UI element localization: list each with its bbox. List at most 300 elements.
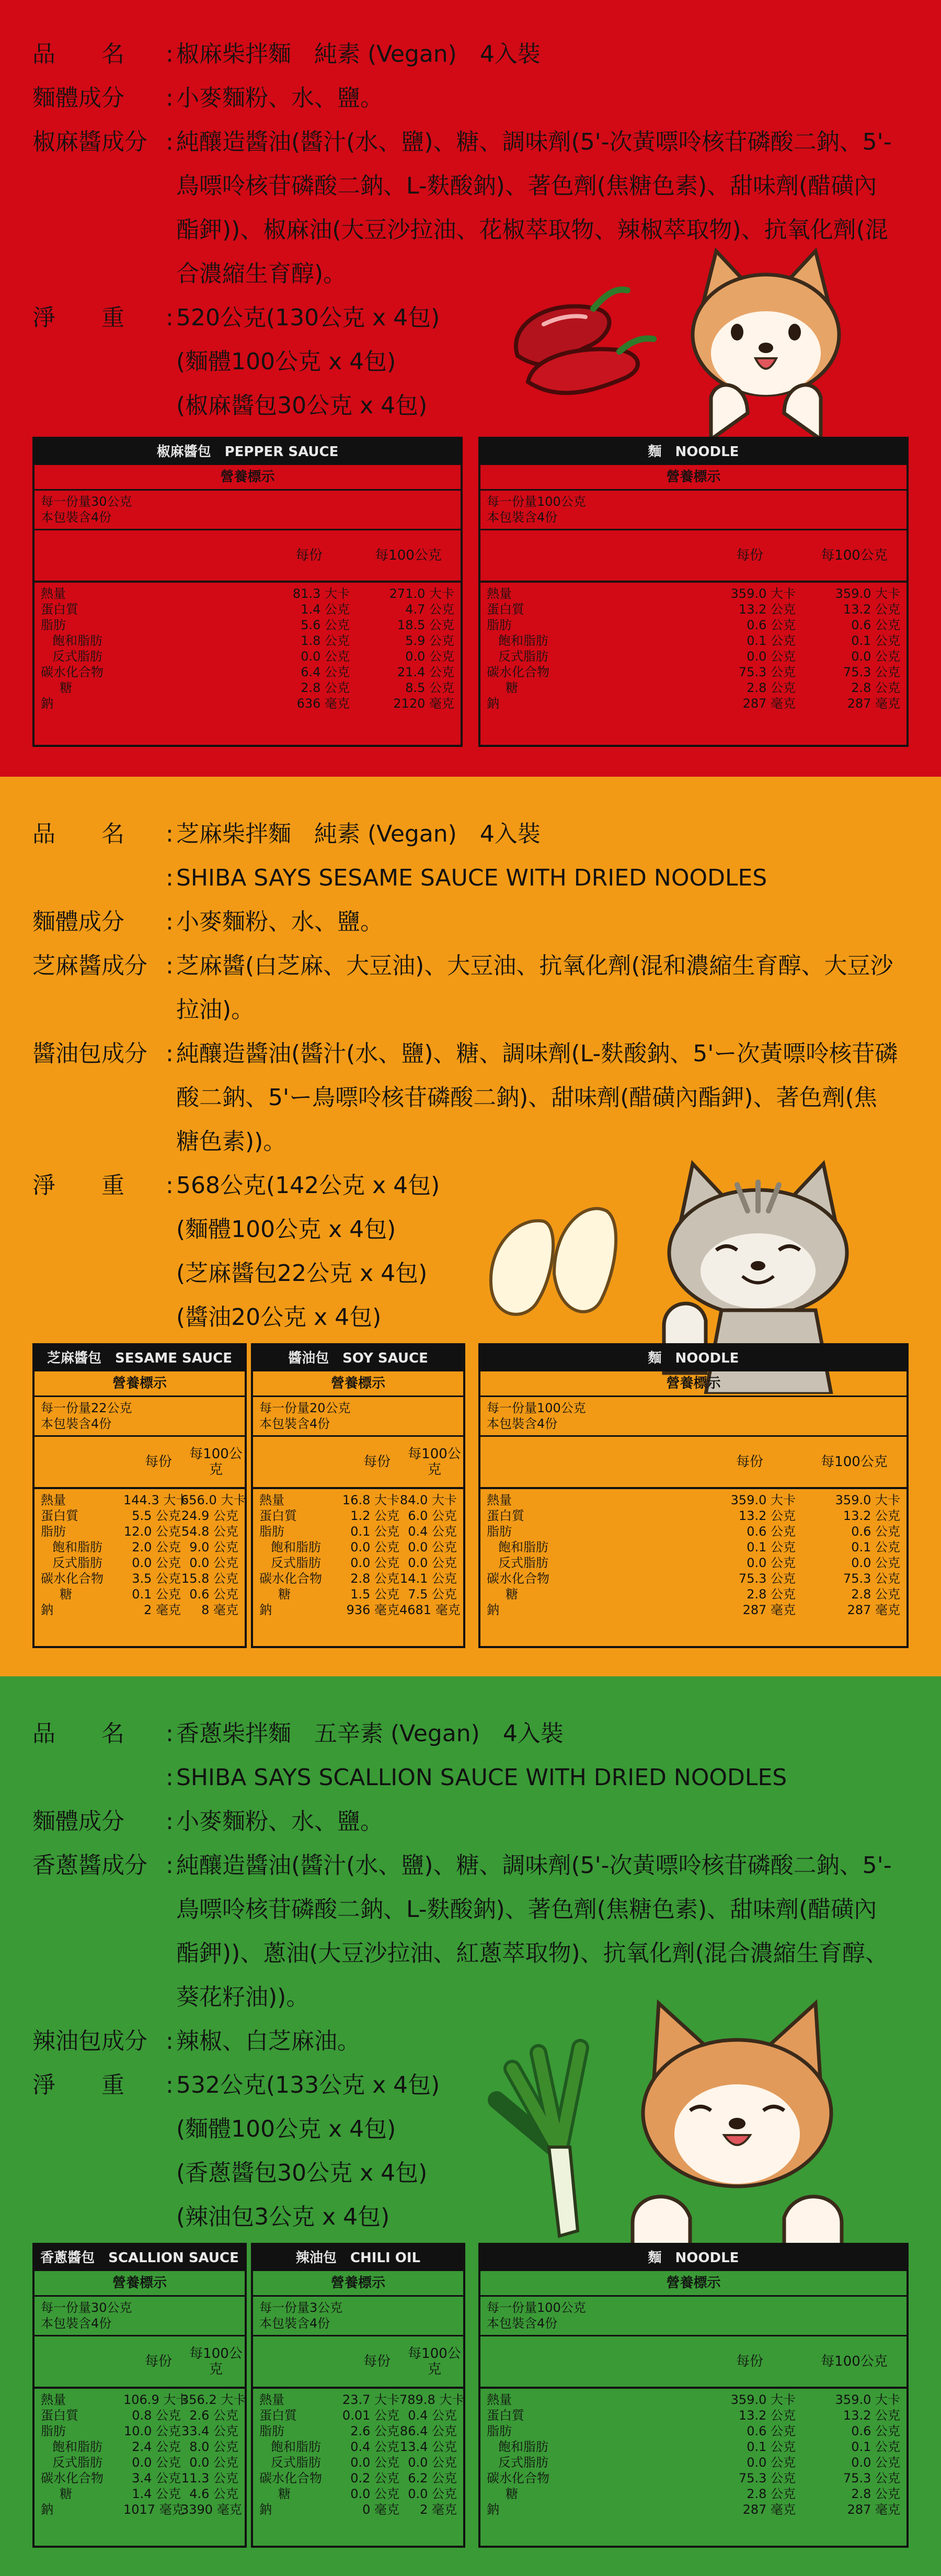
nutrient-per-100g: 356.2 大卡 [181,2392,246,2407]
nutrient-name: 脂肪 [487,2424,512,2438]
soy-sauce-ingredients: 酸二鈉、5'ー鳥嘌呤核苷磷酸二鈉)、甜味劑(醋磺內酯鉀)、著色劑(焦 [176,1084,877,1111]
nutrient-name: 碳水化合物 [41,665,104,679]
sauce-ingredients-line: 純釀造醬油(醬汁(水、鹽)、糖、調味劑(5'-次黃嘌呤核苷磷酸二鈉、5'- [176,129,892,155]
nutrient-name: 碳水化合物 [487,1571,549,1586]
serving-info [35,1397,245,1437]
nutrient-per-100g: 359.0 大卡 [835,2392,900,2407]
nutrient-per-serving: 2.8 公克 [747,1587,796,1602]
nutrition-table-chili-oil [251,2243,465,2548]
nutrient-per-serving: 0.6 公克 [747,1524,796,1539]
nutrient-name: 糖 [506,680,518,695]
serving-info [480,2297,906,2336]
col-per-100g: 每100公克 [821,1454,888,1470]
col-per-serving: 每份 [363,2354,391,2369]
nutrient-row [41,664,454,680]
table-subtitle: 營養標示 [253,1371,463,1397]
nutrient-per-serving: 287 毫克 [742,2502,796,2517]
label-product-name: 品 名 [32,1720,124,1747]
col-per-100g: 每100公克 [821,2354,888,2369]
table-title: 麵 NOODLE [480,1345,906,1371]
table-subtitle: 營養標示 [35,465,461,491]
nutrient-name: 熱量 [259,1493,284,1507]
nutrition-table-pepper-sauce [32,437,463,747]
nutrient-name: 鈉 [487,1603,499,1617]
table-title: 麵 NOODLE [480,2245,906,2271]
nutrient-row [41,1508,238,1524]
table-title: 香蔥醬包 SCALLION SAUCE [35,2245,245,2271]
nutrient-per-100g: 14.1 公克 [399,1571,457,1586]
sesame-sauce-ingredients: 拉油)。 [176,996,255,1023]
col-per-100g: 每100公克 [189,2346,243,2377]
nutrient-per-serving: 2.8 公克 [747,2487,796,2501]
nutrient-row [41,602,454,617]
nutrient-per-100g: 3390 毫克 [181,2502,242,2517]
nutrient-name: 糖 [506,2487,518,2501]
nutrient-per-100g: 24.9 公克 [181,1508,238,1523]
sauce-ingredients-line: 合濃縮生育醇)。 [176,260,347,287]
nutrient-per-serving: 3.4 公克 [132,2471,181,2486]
serving-info [253,1397,463,1437]
nutrient-name: 鈉 [41,696,53,711]
column-headers [480,1437,906,1489]
label-scallion-sauce-ingredients: 香蔥醬成分 [32,1852,147,1879]
nutrient-per-serving: 2.4 公克 [132,2439,181,2454]
nutrient-name: 蛋白質 [41,1508,78,1523]
serving-size: 每一份量100公克 [487,1401,586,1415]
nutrient-row [41,2423,238,2439]
chili-oil-ingredients: 辣椒、白芝麻油。 [176,2028,360,2055]
net-weight-detail: (醬油20公克 x 4包) [176,1304,382,1331]
nutrient-per-100g: 0.0 公克 [189,1556,238,1570]
nutrient-per-serving: 0.6 公克 [747,618,796,632]
nutrient-row [487,1602,900,1618]
nutrient-per-100g: 2.8 公克 [851,2487,900,2501]
nutrient-name: 脂肪 [41,1524,66,1539]
nutrient-per-serving: 81.3 大卡 [292,586,350,601]
nutrient-per-100g: 0.1 公克 [851,1540,900,1554]
nutrient-name: 糖 [60,1587,72,1602]
nutrient-per-100g: 0.6 公克 [851,1524,900,1539]
label-net-weight: 淨 重 [32,2072,124,2098]
serving-info [480,1397,906,1437]
nutrient-name: 飽和脂肪 [498,1540,548,1554]
serving-size: 每一份量20公克 [259,1401,351,1415]
serving-size: 每一份量22公克 [41,1401,132,1415]
table-title: 麵 NOODLE [480,439,906,465]
servings-per-package: 本包裝含4份 [259,1416,330,1431]
product-name-row: 品 名 : 芝麻柴拌麵 純素 (Vegan) 4入裝 [32,812,921,856]
nutrient-name: 脂肪 [487,1524,512,1539]
label-chili-oil-ingredients: 辣油包成分 [32,2028,147,2055]
nutrient-per-100g: 2.8 公克 [851,680,900,695]
english-product-name: SHIBA SAYS SCALLION SAUCE WITH DRIED NOODLES [176,1764,787,1791]
col-per-100g: 每100公克 [189,1446,243,1478]
sesame-sauce-ingredients: 芝麻醬(白芝麻、大豆油)、大豆油、抗氧化劑(混和濃縮生育醇、大豆沙 [176,952,893,979]
product-name-row: 品 名 : 椒麻柴拌麵 純素 (Vegan) 4入裝 [32,32,921,76]
nutrient-name: 糖 [278,2487,291,2501]
nutrient-row [259,2502,457,2517]
nutrient-name: 蛋白質 [41,2408,78,2423]
nutrient-per-100g: 54.8 公克 [181,1524,238,1539]
nutrient-per-serving: 1.4 公克 [301,602,350,617]
nutrient-per-100g: 0.6 公克 [189,1587,238,1602]
nutrient-name: 熱量 [487,586,512,601]
nutrient-per-serving: 13.2 公克 [738,1508,796,1523]
column-headers [35,1437,245,1489]
net-weight: 520公克(130公克 x 4包) [176,304,440,331]
nutrient-row [41,1524,238,1539]
nutrient-rows [480,2389,906,2521]
net-weight-detail: (辣油包3公克 x 4包) [176,2204,390,2230]
nutrient-row [41,1602,238,1618]
nutrient-row [487,2470,900,2486]
nutrient-per-100g: 0.0 公克 [189,2455,238,2470]
nutrient-per-serving: 3.5 公克 [132,1571,181,1586]
label-product-name: 品 名 [32,41,124,67]
nutrient-rows [253,1489,463,1621]
nutrient-per-100g: 287 毫克 [847,696,900,711]
nutrient-name: 鈉 [487,696,499,711]
nutrient-per-100g: 21.4 公克 [397,665,454,679]
nutrient-row [259,2439,457,2455]
nutrient-name: 糖 [506,1587,518,1602]
net-weight: 568公克(142公克 x 4包) [176,1172,440,1199]
nutrient-per-serving: 144.3 大卡 [123,1493,189,1507]
nutrient-per-serving: 106.9 大卡 [123,2392,189,2407]
nutrient-per-serving: 1.2 公克 [350,1508,399,1523]
table-subtitle: 營養標示 [253,2271,463,2297]
noodle-ingredients: 小麥麵粉、水、鹽。 [176,85,383,111]
nutrient-per-serving: 2.8 公克 [350,1571,399,1586]
nutrient-rows [35,2389,245,2521]
nutrient-per-serving: 2.0 公克 [132,1540,181,1554]
nutrient-row [41,649,454,664]
nutrient-per-100g: 287 毫克 [847,2502,900,2517]
soy-sauce-ingredients: 純釀造醬油(醬汁(水、鹽)、糖、調味劑(L-麩酸鈉、5'ー次黃嘌呤核苷磷 [176,1040,898,1067]
serving-info [480,491,906,530]
nutrient-per-serving: 0.2 公克 [350,2471,399,2486]
table-subtitle: 營養標示 [35,2271,245,2297]
scallion-sauce-ingredients: 純釀造醬油(醬汁(水、鹽)、糖、調味劑(5'-次黃嘌呤核苷磷酸二鈉、5'- [176,1852,892,1879]
label-noodle-ingredients: 麵體成分 [32,909,124,935]
col-per-serving: 每份 [144,1454,172,1470]
english-name-row: : SHIBA SAYS SCALLION SAUCE WITH DRIED NOODLES [32,1756,921,1800]
nutrient-per-serving: 0.0 公克 [747,2455,796,2470]
nutrient-name: 蛋白質 [259,1508,297,1523]
nutrient-name: 糖 [60,2487,72,2501]
nutrient-per-100g: 2120 毫克 [393,696,454,711]
nutrient-name: 蛋白質 [41,602,78,617]
nutrient-name: 熱量 [41,2392,66,2407]
nutrient-per-serving: 12.0 公克 [123,1524,181,1539]
nutrient-per-serving: 0.1 公克 [747,633,796,648]
serving-info [35,491,461,530]
nutrient-name: 脂肪 [259,2424,284,2438]
nutrient-row [487,2392,900,2408]
nutrient-per-100g: 0.0 公克 [408,2455,457,2470]
nutrient-per-serving: 0.0 公克 [747,1556,796,1570]
nutrient-name: 飽和脂肪 [52,2439,102,2454]
nutrient-per-100g: 359.0 大卡 [835,1493,900,1507]
net-weight-row: 淨 重 : 532公克(133公克 x 4包) [32,2063,921,2107]
nutrient-per-serving: 1017 毫克 [123,2502,185,2517]
nutrient-row [41,1586,238,1602]
nutrient-per-100g: 2 毫克 [420,2502,457,2517]
nutrient-name: 蛋白質 [487,602,524,617]
nutrient-row [259,2408,457,2423]
nutrient-row [487,1508,900,1524]
nutrient-per-100g: 33.4 公克 [181,2424,238,2438]
column-headers [253,2336,463,2389]
shiba-dog-mascot [680,241,852,439]
nutrient-per-serving: 287 毫克 [742,1603,796,1617]
nutrient-per-100g: 0.0 公克 [408,1556,457,1570]
nutrient-per-100g: 5.9 公克 [405,633,454,648]
servings-per-package: 本包裝含4份 [487,1416,558,1431]
nutrient-per-serving: 0.01 公克 [342,2408,399,2423]
col-per-serving: 每份 [363,1454,391,1470]
col-per-serving: 每份 [144,2354,172,2369]
nutrient-row [487,2502,900,2517]
table-title: 辣油包 CHILI OIL [253,2245,463,2271]
nutrient-name: 熱量 [41,1493,66,1507]
nutrition-table-soy-sauce [251,1343,465,1648]
nutrient-row [487,1555,900,1571]
nutrient-per-100g: 0.6 公克 [851,2424,900,2438]
nutrient-row [41,586,454,602]
nutrient-per-serving: 2.8 公克 [301,680,350,695]
nutrient-per-100g: 15.8 公克 [181,1571,238,1586]
nutrient-per-100g: 2.6 公克 [189,2408,238,2423]
col-per-100g: 每100公克 [821,548,888,563]
nutrient-row [487,2486,900,2502]
nutrient-rows [253,2389,463,2521]
nutrient-per-100g: 287 毫克 [847,1603,900,1617]
nutrient-row [41,2502,242,2517]
red-chili-peppers-illustration [486,272,664,403]
sesame-seeds-illustration [481,1195,638,1331]
serving-info [253,2297,463,2336]
nutrient-per-100g: 4681 毫克 [399,1603,461,1617]
nutrient-row [487,2439,900,2455]
nutrient-per-serving: 0.1 公克 [350,1524,399,1539]
nutrient-per-serving: 0.8 公克 [132,2408,181,2423]
nutrient-row [259,1586,457,1602]
servings-per-package: 本包裝含4份 [487,510,558,525]
nutrient-name: 飽和脂肪 [52,1540,102,1554]
net-weight-row: 淨 重 : 568公克(142公克 x 4包) [32,1164,921,1208]
nutrient-name: 碳水化合物 [259,2471,322,2486]
nutrient-row [41,1539,238,1555]
nutrient-per-serving: 1.8 公克 [301,633,350,648]
nutrient-name: 反式脂肪 [52,649,102,664]
nutrient-per-serving: 0.0 公克 [350,2487,399,2501]
nutrient-name: 反式脂肪 [498,1556,548,1570]
nutrient-row [487,696,900,711]
nutrient-per-100g: 7.5 公克 [408,1587,457,1602]
net-weight-detail: (香蔥醬包30公克 x 4包) [176,2160,428,2186]
nutrient-name: 脂肪 [41,2424,66,2438]
nutrient-per-100g: 6.0 公克 [408,1508,457,1523]
nutrient-per-100g: 8 毫克 [201,1603,238,1617]
servings-per-package: 本包裝含4份 [41,1416,112,1431]
nutrient-name: 蛋白質 [487,1508,524,1523]
label-product-name: 品 名 [32,821,124,847]
pepper-noodle-section [0,0,941,777]
net-weight-row: 淨 重 : 520公克(130公克 x 4包) [32,296,921,340]
nutrient-per-100g: 4.6 公克 [189,2487,238,2501]
nutrient-row [487,1539,900,1555]
nutrient-name: 碳水化合物 [487,2471,549,2486]
label-noodle-ingredients: 麵體成分 [32,1808,124,1835]
nutrient-per-100g: 359.0 大卡 [835,586,900,601]
nutrient-row [41,2455,238,2470]
scallion-sauce-ingredients: 酯鉀))、蔥油(大豆沙拉油、紅蔥萃取物)、抗氧化劑(混合濃縮生育醇、 [176,1940,888,1967]
nutrient-row [41,1492,246,1508]
nutrient-per-100g: 86.4 公克 [399,2424,457,2438]
scallion-sauce-ingredients-row: 香蔥醬成分 : 純釀造醬油(醬汁(水、鹽)、糖、調味劑(5'-次黃嘌呤核苷磷酸二鈉、5'- [32,1844,921,1888]
nutrient-name: 熱量 [487,2392,512,2407]
nutrient-per-100g: 0.0 公克 [851,1556,900,1570]
net-weight-detail: (麵體100公克 x 4包) [176,1216,396,1243]
nutrient-per-100g: 13.2 公克 [843,1508,900,1523]
nutrient-per-100g: 84.0 大卡 [399,1493,457,1507]
nutrient-per-serving: 0.1 公克 [747,1540,796,1554]
nutrient-row [41,2486,238,2502]
nutrient-per-serving: 0.0 公克 [350,1556,399,1570]
nutrient-name: 糖 [60,680,72,695]
nutrient-row [259,1602,461,1618]
sauce-ingredients-row: 椒麻醬成分 : 純釀造醬油(醬汁(水、鹽)、糖、調味劑(5'-次黃嘌呤核苷磷酸二鈉、5'- [32,120,921,164]
nutrient-per-100g: 789.8 大卡 [399,2392,465,2407]
nutrient-name: 反式脂肪 [52,2455,102,2470]
sauce-ingredients-line: 鳥嘌呤核苷磷酸二鈉、L-麩酸鈉)、著色劑(焦糖色素)、甜味劑(醋磺內 [176,173,877,199]
nutrient-per-100g: 13.2 公克 [843,602,900,617]
nutrient-row [259,2470,457,2486]
table-title: 醬油包 SOY SAUCE [253,1345,463,1371]
label-net-weight: 淨 重 [32,304,124,331]
nutrient-per-serving: 359.0 大卡 [730,586,796,601]
net-weight-detail: (麵體100公克 x 4包) [176,2116,396,2142]
nutrient-per-serving: 13.2 公克 [738,602,796,617]
net-weight-detail: (椒麻醬包30公克 x 4包) [176,392,428,419]
nutrition-table-noodle [478,1343,909,1648]
net-weight: 532公克(133公克 x 4包) [176,2072,440,2098]
serving-size: 每一份量3公克 [259,2300,343,2315]
nutrient-name: 脂肪 [259,1524,284,1539]
nutrient-per-serving: 1.5 公克 [350,1587,399,1602]
net-weight-detail: (芝麻醬包22公克 x 4包) [176,1260,428,1287]
nutrient-row [487,1586,900,1602]
nutrient-name: 飽和脂肪 [498,2439,548,2454]
nutrient-rows [35,583,461,714]
nutrient-per-100g: 0.1 公克 [851,2439,900,2454]
table-title: 椒麻醬包 PEPPER SAUCE [35,439,461,465]
nutrient-rows [480,1489,906,1621]
nutrient-per-100g: 9.0 公克 [189,1540,238,1554]
nutrient-row [41,1555,238,1571]
nutrient-per-serving: 0.0 公克 [132,1556,181,1570]
column-headers [480,530,906,583]
nutrient-per-100g: 8.5 公克 [405,680,454,695]
column-headers [35,530,461,583]
label-net-weight: 淨 重 [32,1172,124,1199]
product-name-row: 品 名 : 香蔥柴拌麵 五辛素 (Vegan) 4入裝 [32,1712,921,1756]
col-per-serving: 每份 [736,2354,763,2369]
nutrient-row [41,2439,238,2455]
nutrition-table-scallion-sauce [32,2243,247,2548]
nutrient-per-serving: 5.5 公克 [132,1508,181,1523]
column-headers [480,2336,906,2389]
nutrient-name: 飽和脂肪 [498,633,548,648]
table-subtitle: 營養標示 [35,1371,245,1397]
product-name: 香蔥柴拌麵 五辛素 (Vegan) 4入裝 [176,1720,564,1747]
nutrient-name: 反式脂肪 [498,2455,548,2470]
label-sauce-ingredients: 椒麻醬成分 [32,129,147,155]
nutrient-row [487,586,900,602]
table-subtitle: 營養標示 [480,1371,906,1397]
nutrition-table-noodle [478,437,909,747]
nutrient-row [487,1571,900,1586]
nutrient-per-serving: 0.0 公克 [747,649,796,664]
nutrient-row [487,664,900,680]
nutrient-per-100g: 0.4 公克 [408,2408,457,2423]
nutrient-name: 熱量 [259,2392,284,2407]
nutrient-per-serving: 23.7 大卡 [342,2392,399,2407]
nutrient-per-100g: 6.2 公克 [408,2471,457,2486]
nutrient-name: 糖 [278,1587,291,1602]
nutrient-name: 反式脂肪 [498,649,548,664]
nutrient-per-100g: 0.0 公克 [408,1540,457,1554]
table-subtitle: 營養標示 [480,2271,906,2297]
nutrient-per-100g: 8.0 公克 [189,2439,238,2454]
col-per-100g: 每100公克 [408,2346,461,2377]
serving-info [35,2297,245,2336]
nutrient-name: 蛋白質 [259,2408,297,2423]
noodle-ingredients: 小麥麵粉、水、鹽。 [176,909,383,935]
nutrient-name: 反式脂肪 [271,1556,321,1570]
label-soy-sauce-ingredients: 醬油包成分 [32,1040,147,1067]
nutrition-table-sesame-sauce [32,1343,247,1648]
noodle-ingredients-row: 麵體成分 : 小麥麵粉、水、鹽。 [32,900,921,944]
english-product-name: SHIBA SAYS SESAME SAUCE WITH DRIED NOODLES [176,865,767,891]
nutrient-per-100g: 75.3 公克 [843,2471,900,2486]
nutrient-per-100g: 18.5 公克 [397,618,454,632]
nutrient-name: 反式脂肪 [271,2455,321,2470]
nutrient-row [487,2455,900,2470]
serving-size: 每一份量30公克 [41,494,132,509]
nutrient-per-serving: 16.8 大卡 [342,1493,399,1507]
soy-sauce-ingredients-row: 醬油包成分 : 純釀造醬油(醬汁(水、鹽)、糖、調味劑(L-麩酸鈉、5'ー次黃嘌呤核苷磷 [32,1032,921,1076]
nutrient-name: 鈉 [41,2502,53,2517]
col-per-serving: 每份 [736,548,763,563]
col-per-serving: 每份 [736,1454,763,1470]
nutrient-per-serving: 5.6 公克 [301,618,350,632]
nutrient-row [41,1571,238,1586]
nutrient-name: 蛋白質 [487,2408,524,2423]
nutrient-row [259,2455,457,2470]
nutrient-row [259,2423,457,2439]
nutrient-per-serving: 13.2 公克 [738,2408,796,2423]
table-subtitle: 營養標示 [480,465,906,491]
nutrient-row [487,602,900,617]
nutrient-per-serving: 636 毫克 [296,696,350,711]
nutrient-name: 飽和脂肪 [271,2439,321,2454]
serving-size: 每一份量30公克 [41,2300,132,2315]
nutrient-row [259,1571,457,1586]
nutrient-row [41,2470,238,2486]
col-per-serving: 每份 [295,548,323,563]
